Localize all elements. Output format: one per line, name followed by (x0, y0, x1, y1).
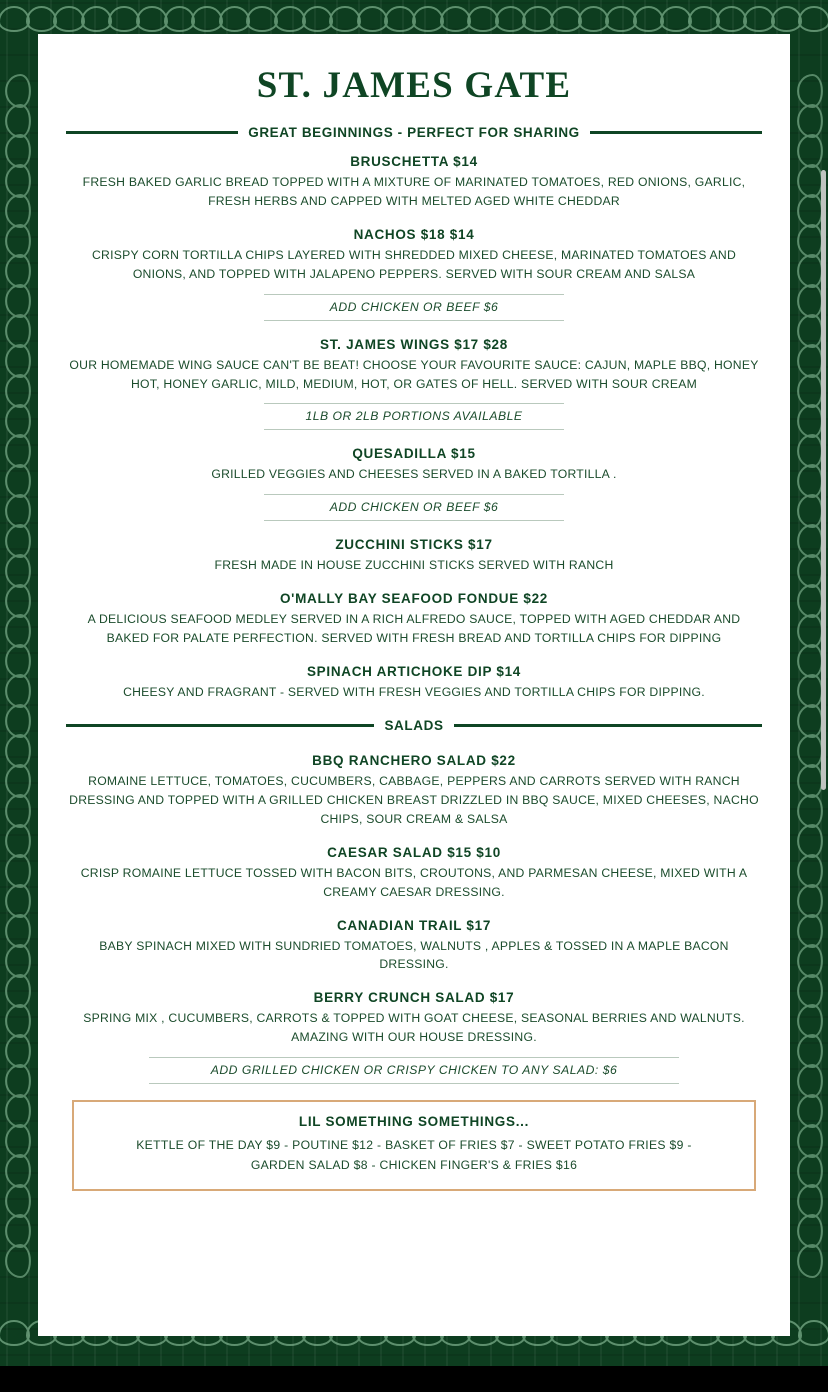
menu-item-description: A DELICIOUS SEAFOOD MEDLEY SERVED IN A RICH ALFREDO SAUCE, TOPPED WITH AGED CHEDDAR AND BAKED FOR PALATE PERFECTION. SERVED WITH FRESH BREAD AND TORTILLA CHIPS FOR DIPPING (87, 612, 741, 646)
menu-item-name: ST. JAMES WINGS $17 $28 (320, 336, 508, 352)
menu-item-description: FRESH MADE IN HOUSE ZUCCHINI STICKS SERVED WITH RANCH (214, 558, 614, 573)
section-rule-left (66, 131, 238, 134)
section-title: GREAT BEGINNINGS - PERFECT FOR SHARING (248, 125, 580, 140)
menu-item-addon: 1LB OR 2LB PORTIONS AVAILABLE (264, 403, 564, 430)
menu-item (66, 537, 762, 575)
menu-item-addon: ADD GRILLED CHICKEN OR CRISPY CHICKEN TO ANY SALAD: $6 (149, 1057, 679, 1084)
section-title: SALADS (384, 717, 444, 733)
menu-item-description: OUR HOMEMADE WING SAUCE CAN'T BE BEAT! CHOOSE YOUR FAVOURITE SAUCE: CAJUN, MAPLE BBQ, HONEY HOT, HONEY GARLIC, MILD, MEDIUM, HOT, OR GATES OF HELL. SERVED WITH SOUR CREAM (69, 357, 759, 391)
menu-item (66, 337, 762, 431)
menu-item (66, 154, 762, 211)
menu-item-name: O'MALLY BAY SEAFOOD FONDUE $22 (279, 591, 549, 607)
celtic-knot-border-top (0, 4, 828, 34)
menu-item-description: BABY SPINACH MIXED WITH SUNDRIED TOMATOES, WALNUTS , APPLES & TOSSED IN A MAPLE BACON DRESSING. (99, 938, 729, 972)
menu-item-description: CRISP ROMAINE LETTUCE TOSSED WITH BACON BITS, CROUTONS, AND PARMESAN CHEESE, MIXED WITH A CREAMY CAESAR DRESSING. (80, 865, 748, 899)
menu-card (38, 34, 790, 1336)
menu-item-addon: ADD CHICKEN OR BEEF $6 (264, 294, 564, 321)
promo-line-2: GARDEN SALAD $8 - CHICKEN FINGER'S & FRIES $16 (250, 1157, 578, 1172)
menu-item-name: BRUSCHETTA $14 (350, 154, 478, 169)
section-rule-right (454, 724, 762, 727)
menu-item-name: BERRY CRUNCH SALAD $17 (313, 990, 515, 1006)
menu-item (66, 664, 762, 702)
menu-item-addon: ADD CHICKEN OR BEEF $6 (264, 494, 564, 521)
section-header-salads (66, 718, 762, 733)
menu-item (66, 918, 762, 975)
promo-line-1: KETTLE OF THE DAY $9 - POUTINE $12 - BASKET OF FRIES $7 - SWEET POTATO FRIES $9 - (136, 1138, 692, 1153)
menu-item (66, 446, 762, 521)
menu-item-name: CANADIAN TRAIL $17 (336, 917, 492, 933)
section-rule-right (590, 131, 762, 134)
section-header-great-beginnings (66, 125, 762, 140)
menu-item (66, 990, 762, 1084)
menu-item (66, 845, 762, 902)
celtic-knot-border-left (3, 30, 33, 1322)
menu-item-name: ZUCCHINI STICKS $17 (335, 537, 493, 553)
promo-box-lil-something-somethings (72, 1100, 756, 1191)
page-title: ST. JAMES GATE (256, 65, 572, 106)
menu-item-description: SPRING MIX , CUCUMBERS, CARROTS & TOPPED WITH GOAT CHEESE, SEASONAL BERRIES AND WALNUTS. AMAZING WITH OUR HOUSE DRESSING. (83, 1011, 745, 1045)
menu-item (66, 227, 762, 321)
menu-item-description: ROMAINE LETTUCE, TOMATOES, CUCUMBERS, CABBAGE, PEPPERS AND CARROTS SERVED WITH RANCH DRESSING AND TOPPED WITH A GRILLED CHICKEN BREAST DRIZZLED IN BBQ SAUCE, MIXED CHEESES, NACHO CHIPS, SOUR CREAM & SALSA (69, 773, 759, 826)
menu-item-name: NACHOS $18 $14 (353, 226, 475, 242)
vertical-scrollbar[interactable] (821, 170, 826, 790)
system-navigation-bar (0, 1366, 828, 1392)
section-rule-left (66, 724, 374, 727)
menu-item-name: QUESADILLA $15 (352, 446, 476, 462)
menu-item-description: CRISPY CORN TORTILLA CHIPS LAYERED WITH SHREDDED MIXED CHEESE, MARINATED TOMATOES AND ONIONS, AND TOPPED WITH JALAPENO PEPPERS. SERVED WITH SOUR CREAM AND SALSA (91, 247, 737, 281)
menu-item-name: BBQ RANCHERO SALAD $22 (312, 752, 516, 768)
menu-item-name: SPINACH ARTICHOKE DIP $14 (306, 664, 522, 680)
menu-item (66, 591, 762, 648)
promo-title: LIL SOMETHING SOMETHINGS... (298, 1114, 530, 1130)
menu-item-description: GRILLED VEGGIES AND CHEESES SERVED IN A BAKED TORTILLA . (211, 467, 617, 482)
menu-item-description: CHEESY AND FRAGRANT - SERVED WITH FRESH VEGGIES AND TORTILLA CHIPS FOR DIPPING. (123, 685, 705, 700)
menu-item-name: CAESAR SALAD $15 $10 (327, 844, 501, 860)
menu-item-description: FRESH BAKED GARLIC BREAD TOPPED WITH A MIXTURE OF MARINATED TOMATOES, RED ONIONS, GARLIC, FRESH HERBS AND CAPPED WITH MELTED AGED WHITE CHEDDAR (82, 175, 746, 208)
menu-item (66, 753, 762, 829)
